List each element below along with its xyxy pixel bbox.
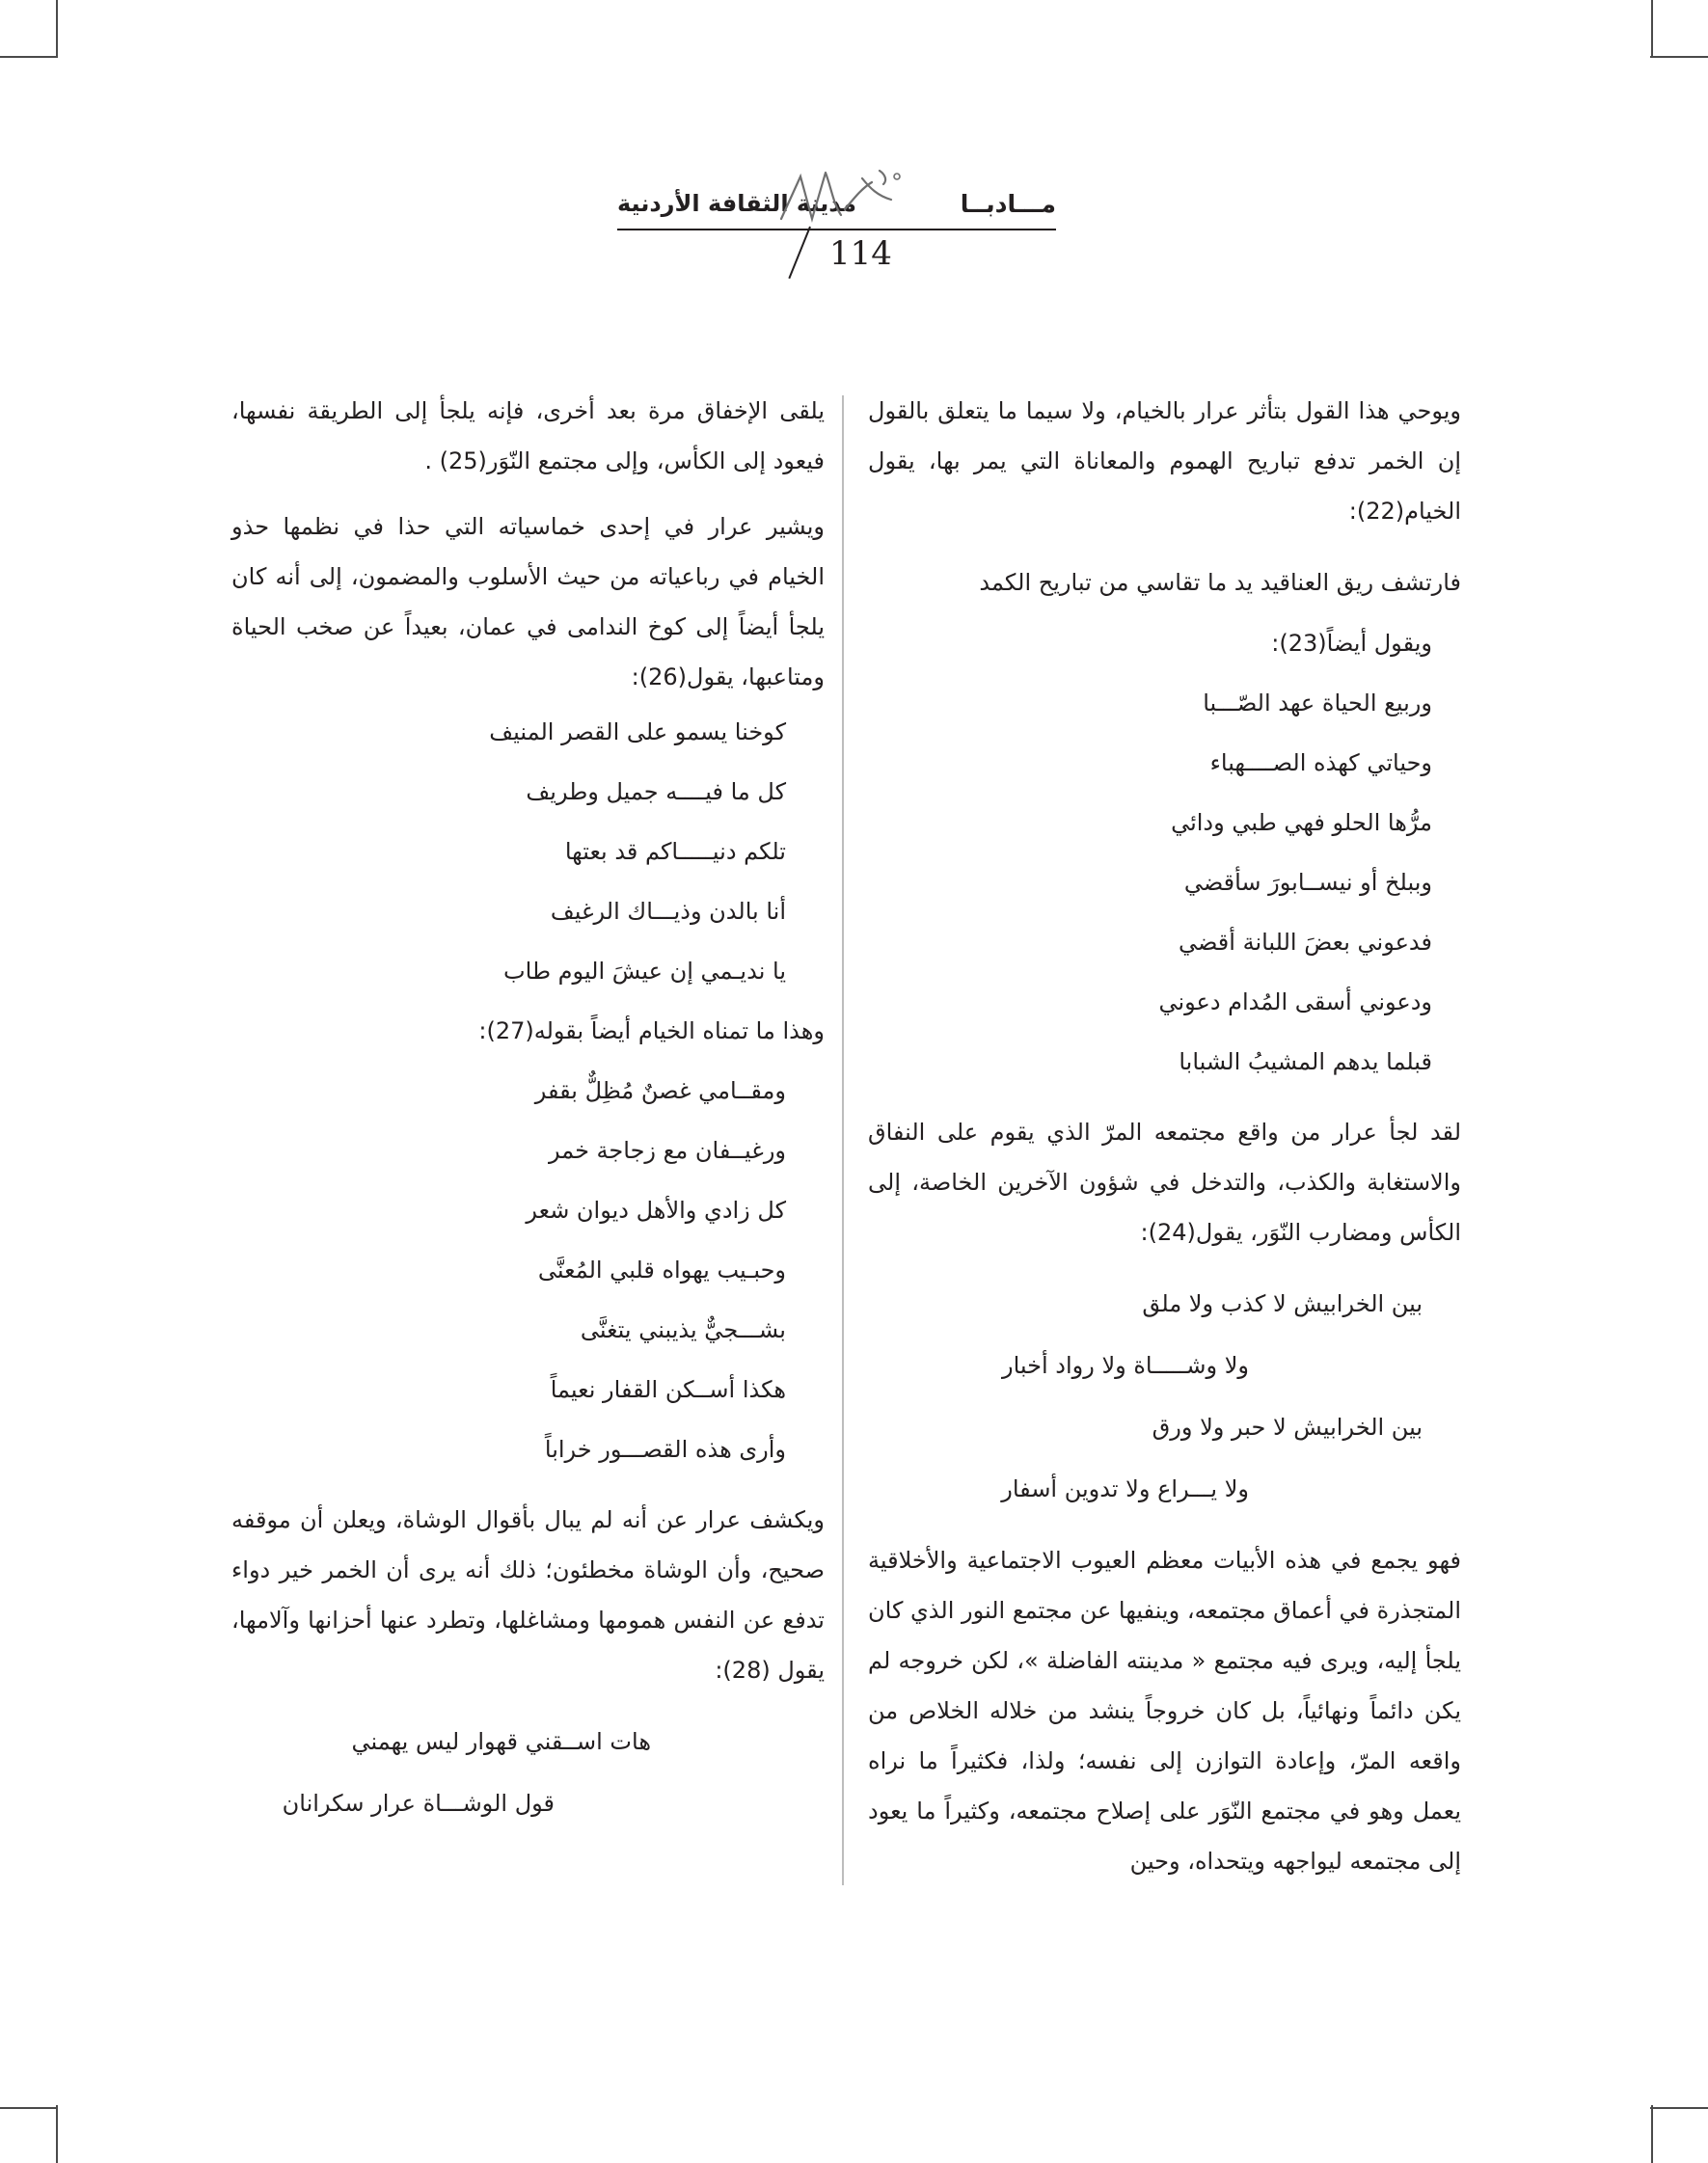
verse-line: وحبـيب يهواه قلبي المُعنَّى (537, 1257, 786, 1284)
calligraphy-logo-icon (762, 159, 916, 236)
crop-mark (0, 56, 58, 58)
paragraph (231, 1495, 825, 1695)
page-number: 114 (829, 234, 892, 273)
text-line: »، لكن خروجه لم يكن دائماً ونهائياً، بل كان خروجاً ينشد (868, 1647, 1461, 1724)
column-divider (842, 395, 844, 1885)
text-line: والاستغابة والكذب، والتدخل في شؤون الآخرين الخاصة، إلى (868, 1169, 1461, 1196)
paragraph (231, 386, 825, 486)
verse-line: مرُّها الحلو فهي طبي ودائي (1171, 809, 1432, 836)
verse-line: قول الوشـــاة عرار سكرانان (282, 1790, 555, 1817)
verse-line: وأرى هذه القصـــور خراباً (544, 1436, 786, 1463)
verse-line: يا نديـمي إن عيشَ اليوم طاب (503, 958, 786, 985)
verse-line: ودعوني أسقى المُدام دعوني (1158, 988, 1432, 1015)
verse-line: هات اســقني قهوار ليس يهمني (351, 1728, 651, 1755)
verse-line: ورغيــفان مع زجاجة خمر (548, 1137, 786, 1164)
text-line: ومتاعبها، يقول(26): (631, 663, 825, 690)
crop-mark (1650, 56, 1708, 58)
verse-line: ولا يـــراع ولا تدوين أسفار (1001, 1475, 1249, 1502)
verse-line: بين الخرابيش لا حبر ولا ورق (1152, 1414, 1423, 1441)
text-line: الخيام في رباعياته من حيث الأسلوب والمضمون، إلى أنه كان (231, 563, 825, 590)
verse-line: وربيع الحياة عهد الصّـــبا (1203, 689, 1432, 716)
magazine-title: مـــادبــا (960, 190, 1056, 218)
text-line: ويوحي هذا القول بتأثر عرار بالخيام، ولا سيما ما يتعلق (937, 397, 1461, 424)
header-rule (617, 229, 1056, 230)
crop-mark (56, 0, 58, 58)
verse-line: ولا وشـــــاة ولا رواد أخبار (1002, 1352, 1249, 1379)
running-header (617, 188, 1056, 318)
verse-line: كل ما فيــــه جميل وطريف (526, 778, 786, 805)
text-line: يقول الخيام(22): (868, 447, 1461, 525)
text-line: بالقول إن الخمر تدفع تباريح الهموم والمعاناة التي يمر بها، (868, 397, 1461, 474)
text-line: ولذا، فكثيراً ما نراه يعمل وهو في مجتمع النّوَر على إصلاح (868, 1747, 1462, 1825)
text-line: من خلاله الخلاص من واقعه المرّ، وإعادة التوازن إلى نفسه؛ (868, 1697, 1461, 1774)
text-line: مجتمعه، وكثيراً ما يعود إلى مجتمعه ليواجهه ويتحداه، وحين (868, 1798, 1461, 1875)
text-line: يلقى الإخفاق مرة بعد أخرى، فإنه يلجأ إلى الطريقة نفسها، (231, 397, 825, 424)
text-line: فيعود إلى الكأس، وإلى مجتمع النّوَر(25) . (424, 447, 825, 474)
paragraph (231, 501, 825, 702)
text-line: خير دواء تدفع عن النفس همومها ومشاغلها، وتطرد عنها (231, 1556, 825, 1634)
magazine-subtitle: مدينة الثقافة الأردنية (617, 190, 856, 217)
text-line: ويشير عرار في إحدى خماسياته التي حذا في نظمها حذو (231, 513, 825, 540)
verse-line: كوخنا يسمو على القصر المنيف (489, 718, 786, 745)
right-column (868, 386, 1461, 1886)
paragraph (868, 386, 1461, 536)
text-line: الكأس ومضارب النّوَر، يقول(24): (1140, 1219, 1461, 1246)
verse-line: فارتشف ريق العناقيد يد ما تقاسي من تباريح الكمد (979, 569, 1461, 596)
crop-mark (1651, 2105, 1653, 2163)
verse-intro: وهذا ما تمناه الخيام أيضاً بقوله(27): (478, 1017, 825, 1044)
verse-line: تلكم دنيـــــاكم قد بعتها (564, 838, 786, 865)
verse-line: قبلما يدهم المشيبُ الشبابا (1179, 1048, 1432, 1075)
text-line: والأخلاقية المتجذرة في أعماق مجتمعه، وينفيها عن مجتمع (868, 1547, 1461, 1624)
crop-mark (0, 2107, 58, 2109)
text-line: فهو يجمع في هذه الأبيات معظم العيوب الاجتماعية (966, 1547, 1461, 1574)
text-line: أحزانها وآلامها، يقول (28): (231, 1607, 825, 1684)
verse-line: كل زادي والأهل ديوان شعر (526, 1197, 786, 1224)
verse-line: هكذا أســكن القفار نعيماً (550, 1376, 786, 1403)
text-line: لقد لجأ عرار من واقع مجتمعه المرّ الذي يقوم على النفاق (868, 1119, 1461, 1146)
paragraph (868, 1535, 1461, 1886)
verse-intro: ويقول أيضاً(23): (1271, 630, 1432, 657)
verse-line: بين الخرابيش لا كذب ولا ملق (1142, 1290, 1423, 1317)
text-line: يلجأ أيضاً إلى كوخ الندامى في عمان، بعيداً عن صخب الحياة (231, 613, 825, 640)
verse-line: ومقــامي غصنٌ مُظِلٌّ بقفر (534, 1077, 786, 1104)
text-line: النور الذي كان يلجأ إليه، ويرى فيه مجتمع « مدينته الفاضلة (868, 1597, 1461, 1674)
verse-line: بشـــجيٌّ يذيبني يتغنَّى (580, 1316, 786, 1343)
verse-line: أنا بالدن وذيـــاك الرغيف (550, 898, 786, 925)
crop-mark (1651, 0, 1653, 58)
text-line: ويكشف عرار عن أنه لم يبال بأقوال الوشاة، ويعلن أن (299, 1506, 825, 1533)
crop-mark (1650, 2107, 1708, 2109)
verse-line: فدعوني بعضَ اللبانة أقضي (1178, 929, 1432, 956)
crop-mark (56, 2105, 58, 2163)
verse-line: وببلخ أو نيســابورَ سأقضي (1183, 869, 1432, 896)
paragraph (868, 1107, 1461, 1257)
text-line: موقفه صحيح، وأن الوشاة مخطئون؛ ذلك أنه يرى أن الخمر (231, 1506, 825, 1583)
left-column (231, 386, 825, 1834)
verse-line: وحياتي كهذه الصــــهباء (1209, 749, 1432, 776)
